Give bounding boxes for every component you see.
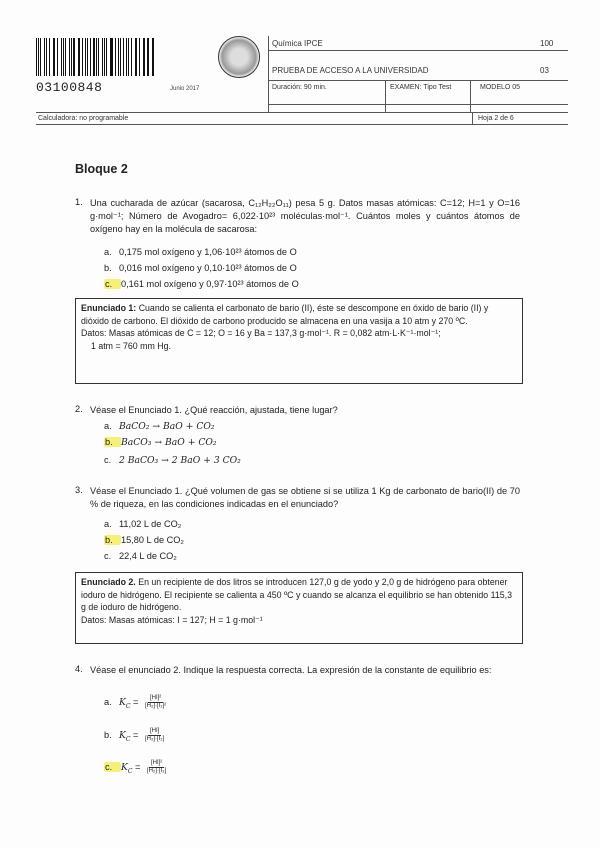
statement-text: Cuando se calienta el carbonato de bario (II), éste se descompone en óxido de bario (II) y dióxido de carbono. El dióxido de carbono producido se almacena en una vasija a 10 atm y 270 ºC. <box>81 303 489 326</box>
question-number: 1. <box>75 197 83 207</box>
option-letter: c. <box>104 279 121 289</box>
kc-subscript: C <box>125 702 131 710</box>
barcode-bar <box>106 38 107 76</box>
option-text: BaCO₃ → BaO + CO₂ <box>121 437 217 448</box>
barcode-bar <box>98 38 99 76</box>
kc-subscript: C <box>127 767 133 775</box>
option-b <box>104 437 217 448</box>
fraction <box>145 695 166 710</box>
barcode-bar <box>147 38 148 76</box>
option-a <box>104 421 215 432</box>
option-text: 0,175 mol oxígeno y 1,06·10²³ átomos de O <box>119 247 297 257</box>
exam-title: PRUEBA DE ACCESO A LA UNIVERSIDAD <box>272 66 429 75</box>
question-3-text: Véase el Enunciado 1. ¿Qué volumen de gas se obtiene si se utiliza 1 Kg de carbonato de bario(II) de 70 % de riqueza, en las condiciones indicadas en el enunciado? <box>90 486 520 509</box>
statement-label: Enunciado 2. <box>81 577 136 587</box>
option-letter: c. <box>104 551 112 561</box>
statement-data-2: 1 atm = 760 mm Hg. <box>91 340 171 351</box>
barcode-bar <box>49 38 50 76</box>
option-letter: b. <box>104 535 121 545</box>
barcode-bar <box>111 38 112 76</box>
barcode-bar <box>93 38 94 76</box>
statement-1-box <box>75 298 523 384</box>
question-number: 4. <box>75 664 83 674</box>
barcode-bar <box>120 38 121 76</box>
header-divider <box>385 80 386 112</box>
option-c <box>104 455 241 466</box>
subject: Química IPCE <box>272 39 323 48</box>
option-letter: a. <box>104 247 112 257</box>
question-number: 2. <box>75 404 83 414</box>
duration: Duración: 90 min. <box>272 84 327 91</box>
option-text: 2 BaCO₃ → 2 BaO + 3 CO₂ <box>119 455 241 466</box>
option-letter: c. <box>104 762 121 772</box>
option-letter: b. <box>104 263 112 273</box>
numerator: [HI]² <box>150 760 163 766</box>
statement-2-box <box>75 572 523 644</box>
kc-symbol: K <box>119 729 126 741</box>
kc-symbol: K <box>119 696 126 708</box>
barcode-bar <box>153 38 154 76</box>
option-text: BaCO₂ → BaO + CO₂ <box>119 421 215 432</box>
option-b <box>104 263 297 273</box>
option-text: 11,02 L de CO₂ <box>119 519 182 529</box>
question-number: 3. <box>75 485 83 495</box>
fraction <box>147 760 166 775</box>
barcode-bar <box>61 38 62 76</box>
header-rule <box>268 50 568 51</box>
option-a <box>104 247 297 257</box>
header-rule <box>36 112 568 113</box>
exam-number: 03 <box>540 66 549 75</box>
option-text: 22,4 L de CO₂ <box>119 551 177 561</box>
numerator: [HI]² <box>149 695 162 701</box>
question-4-text: Véase el enunciado 2. Indique la respuesta correcta. La expresión de la constante de equilibrio es: <box>90 665 492 675</box>
kc-subscript: C <box>125 735 131 743</box>
option-c <box>104 279 299 289</box>
option-text: 0,016 mol oxígeno y 0,10·10²³ átomos de O <box>119 263 297 273</box>
question-2-text: Véase el Enunciado 1. ¿Qué reacción, ajustada, tiene lugar? <box>90 405 338 415</box>
option-c <box>104 551 177 561</box>
fraction <box>145 728 164 743</box>
header-divider <box>470 80 471 112</box>
option-b <box>104 535 184 545</box>
barcode-bar <box>73 38 74 76</box>
exam-code: 03100848 <box>36 80 103 95</box>
barcode-bar <box>57 38 58 76</box>
header-divider <box>472 112 473 124</box>
subject-code: 100 <box>540 39 554 48</box>
university-seal-icon <box>218 36 260 78</box>
kc-symbol: K <box>121 761 128 773</box>
option-letter: c. <box>104 455 112 465</box>
option-letter: a. <box>104 696 112 707</box>
header-divider <box>268 36 269 112</box>
option-letter: a. <box>104 421 112 431</box>
barcode-bar <box>136 38 137 76</box>
page-number: Hoja 2 de 6 <box>478 115 514 122</box>
exam-date: Junio 2017 <box>170 86 200 92</box>
statement-data: Datos: Masas atómicas: I = 127; H = 1 g·mol⁻¹ <box>81 614 263 625</box>
option-a <box>104 519 181 529</box>
statement-data: Datos: Masas atómicas de C = 12; O = 16 y Ba = 137,3 g·mol⁻¹. R = 0,082 atm·L·K⁻¹·mol⁻¹; <box>81 328 441 338</box>
barcode-bar <box>36 38 37 76</box>
model: MODELO 05 <box>480 84 521 91</box>
option-letter: b. <box>104 437 121 447</box>
option-b: b. $K_C$ = $\frac{[HI]}{\text{[H₂]·[I₂]}}$ <box>104 728 165 743</box>
denominator: [H₂]·[I₂] <box>146 768 167 774</box>
statement-label: Enunciado 1: <box>81 303 137 313</box>
header-rule <box>36 124 568 125</box>
block-title: Bloque 2 <box>75 162 128 176</box>
statement-text: En un recipiente de dos litros se introducen 127,0 g de yodo y 2,0 g de hidrógeno para obtener ioduro de hidrógeno. El recipiente se calienta a 450 ºC y cuando se alcanza el equilibrio se han obtenido 115,3 g de ioduro de hidrógeno. <box>81 577 512 612</box>
calculator-note: Calculadora: no programable <box>38 115 129 122</box>
denominator: [H₂]·[I₂] <box>144 736 165 742</box>
header-rule <box>268 80 568 81</box>
option-text: 0,161 mol oxígeno y 0,97·10²³ átomos de O <box>121 279 299 289</box>
barcode <box>36 38 156 76</box>
barcode-bar <box>44 38 45 76</box>
barcode-bar <box>126 38 127 76</box>
barcode-bar <box>82 38 83 76</box>
barcode-bar <box>69 38 70 76</box>
option-text: 15,80 L de CO₂ <box>121 535 184 545</box>
denominator: [H₂]·[I₂]² <box>144 703 167 709</box>
question-1-text: Una cucharada de azúcar (sacarosa, C₁₂H₂₂O₁₁) pesa 5 g. Datos masas atómicas: C=12; H=1 y O=16 g·mol⁻¹; Número de Avogadro= 6,022·10²³ moléculas·mol⁻¹. Cuántos moles y cuántos átomos de oxígeno hay en la molécula de sacarosa: <box>90 198 520 234</box>
option-c: c. $K_C$ = $\frac{\text{[HI]²}}{\text{[H₂]·[I₂]}}$ <box>105 760 167 775</box>
option-letter: b. <box>104 729 112 740</box>
option-letter: a. <box>104 519 112 529</box>
option-a: a. $K_C$ = $\frac{\text{[HI]²}}{\text{[H₂]·[I₂]²}}$ <box>104 695 167 710</box>
barcode-bar <box>144 38 145 76</box>
barcode-bar <box>128 38 129 76</box>
exam-type: EXAMEN: Tipo Test <box>390 84 452 91</box>
header-rule <box>268 104 568 105</box>
numerator: [HI] <box>149 728 160 734</box>
barcode-bar <box>85 38 86 76</box>
